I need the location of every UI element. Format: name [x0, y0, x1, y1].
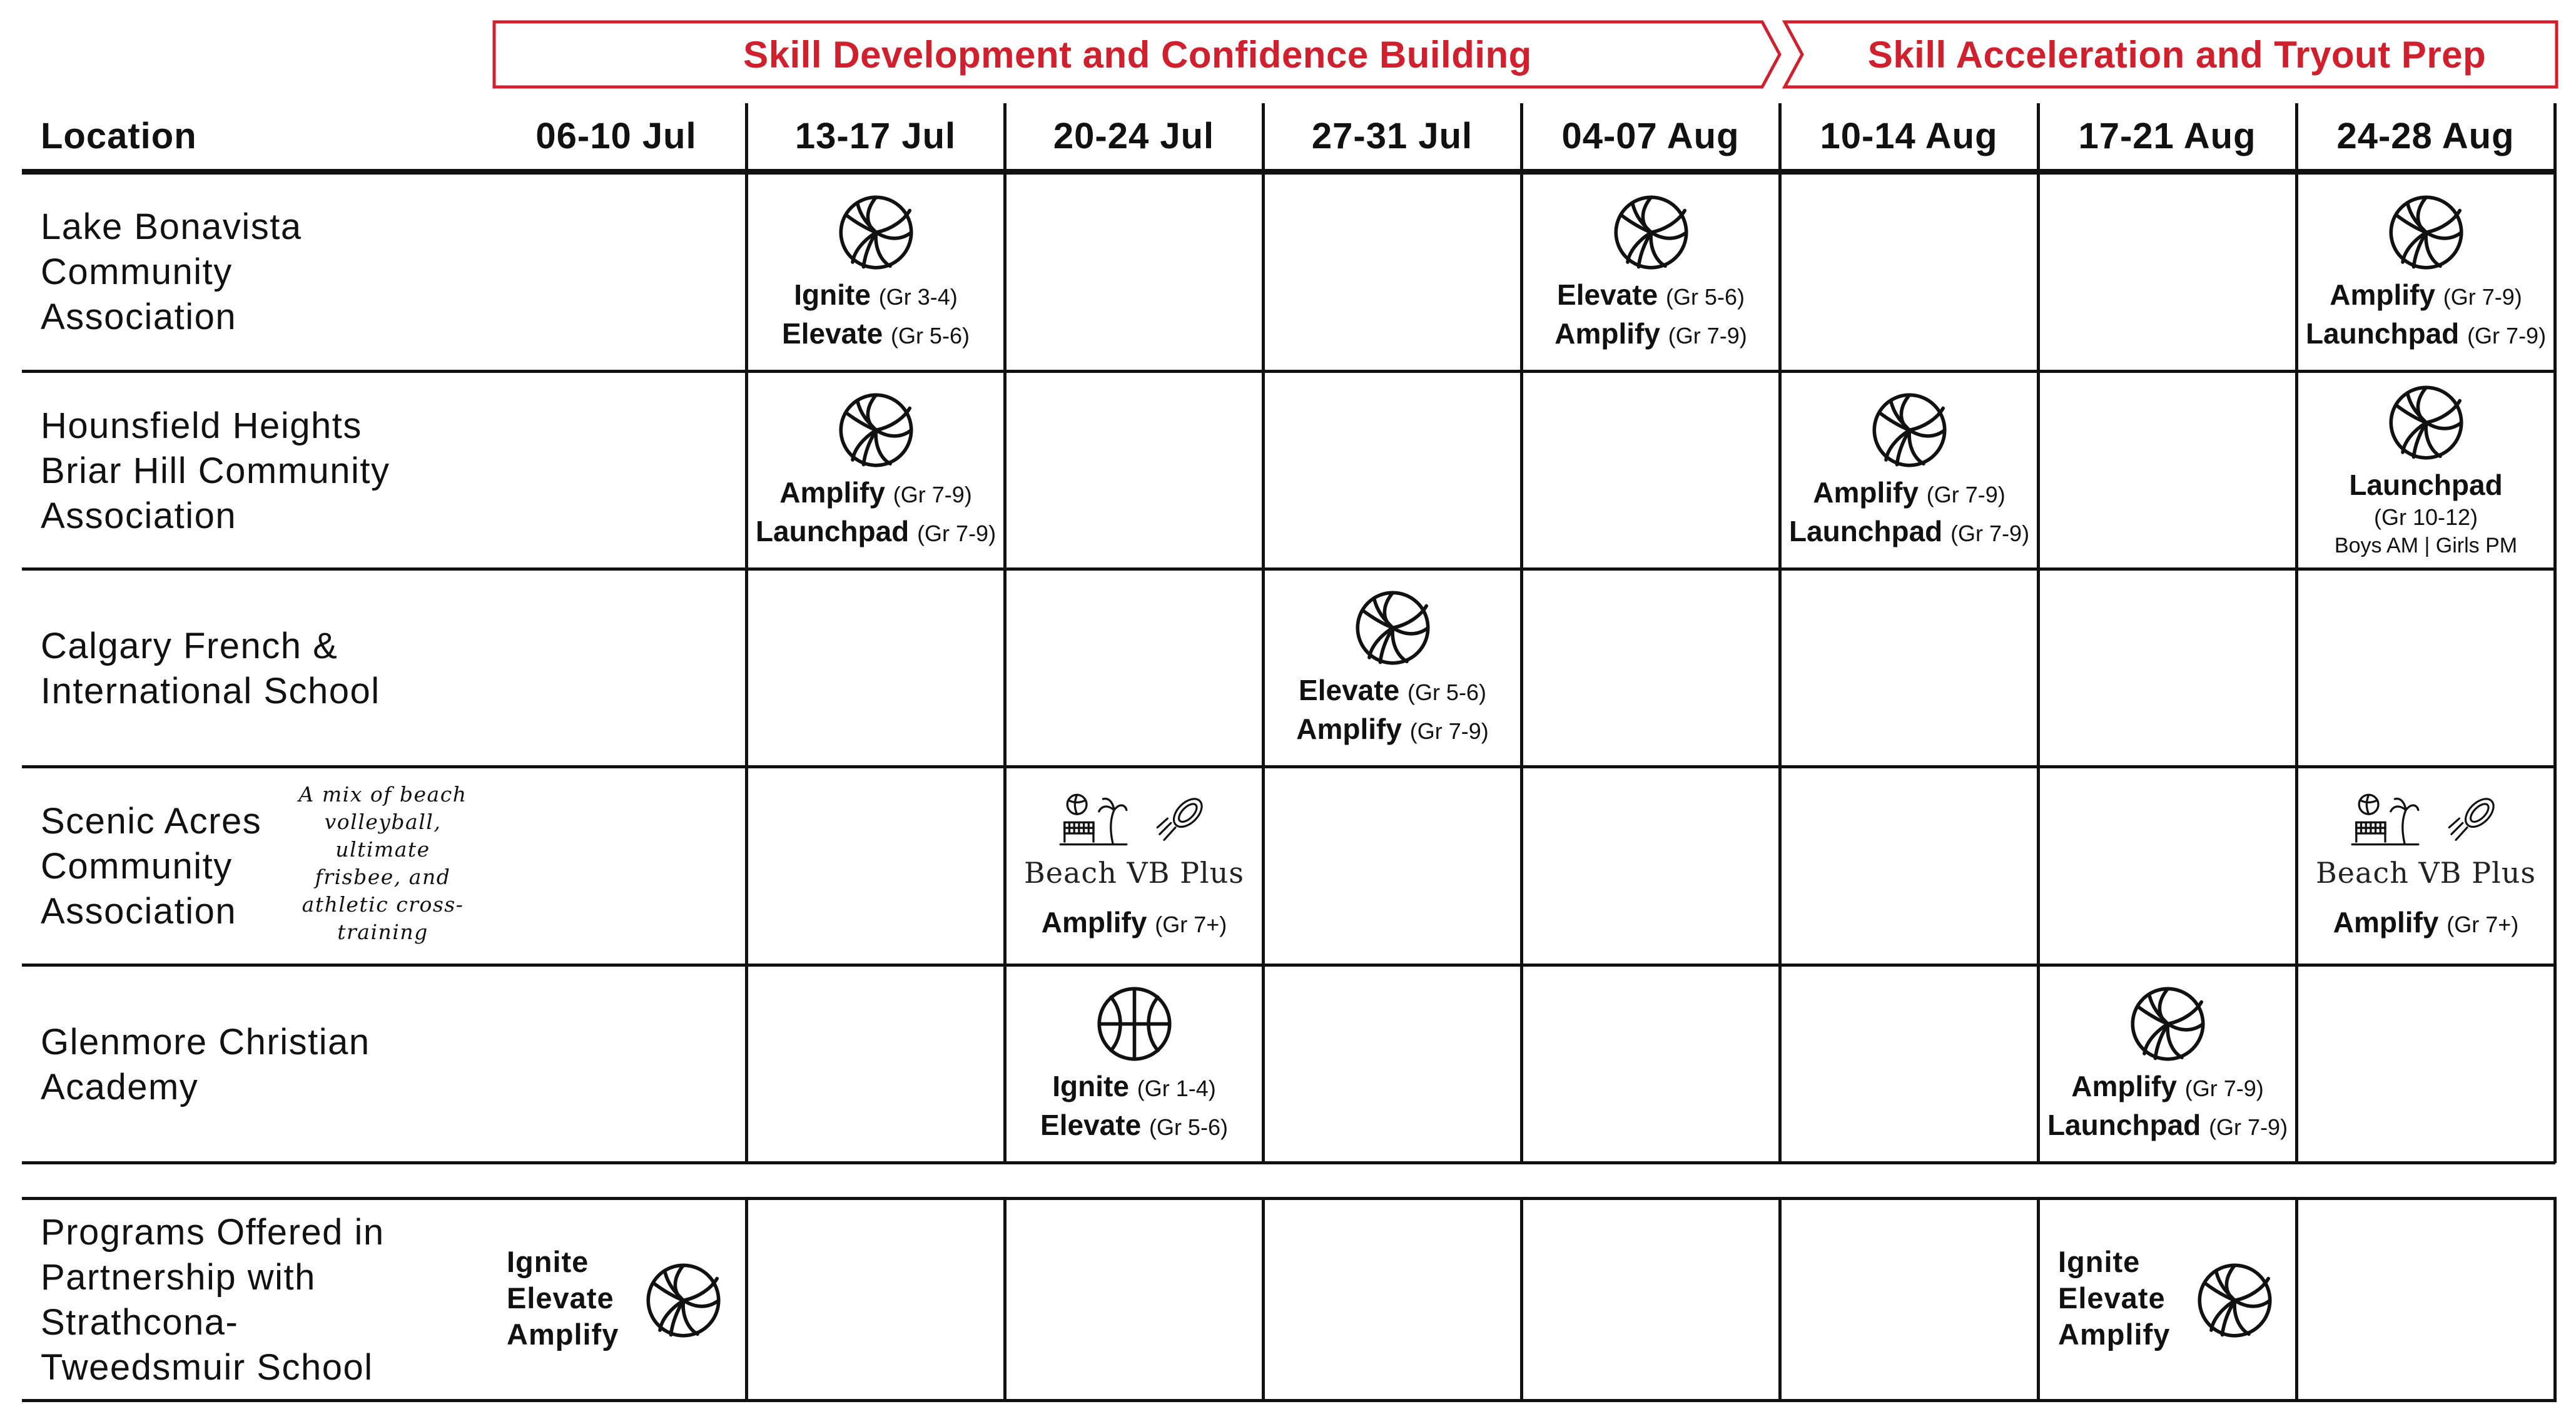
header-week-aug17: 17-21 Aug	[2078, 116, 2256, 156]
program-name: Amplify	[507, 1318, 619, 1351]
scenic-acres-note: A mix of beach volleyball, ultimate frisbee, and athletic cross-training	[298, 782, 467, 944]
program-name: Amplify	[1554, 317, 1660, 350]
camp-program-line	[2306, 315, 2546, 354]
volleyball-icon	[837, 391, 915, 469]
camp-program-line	[1789, 513, 2029, 552]
program-name: Ignite	[2058, 1245, 2141, 1278]
beach-program-name: Beach VB Plus	[1023, 855, 1244, 890]
camp-cell-lake-bonavista-jul13[interactable]	[748, 178, 1003, 370]
camp-program-line	[782, 315, 970, 354]
volleyball-icon	[2387, 384, 2465, 462]
camp-program-line	[1296, 711, 1488, 750]
program-name: Ignite	[507, 1245, 589, 1278]
program-name: Elevate	[1299, 674, 1400, 706]
row-divider	[22, 567, 2555, 571]
grade-range: (Gr 7-9)	[2467, 323, 2547, 348]
column-divider	[2553, 103, 2557, 1163]
location-partnership-strathcona: Programs Offered in Partnership with Strathcona- Tweedsmuir School	[41, 1211, 385, 1388]
grade-range: (Gr 7-9)	[1409, 718, 1489, 744]
program-name: Elevate	[507, 1281, 614, 1315]
program-name: Launchpad	[1788, 515, 1943, 547]
grade-range: (Gr 10-12)	[2373, 504, 2478, 530]
grade-range: (Gr 3-4)	[878, 284, 958, 310]
volleyball-icon	[2129, 985, 2207, 1063]
camp-cell-scenic-acres-aug24[interactable]	[2298, 771, 2553, 963]
beach-icons	[1059, 791, 1209, 848]
camp-cell-scenic-acres-jul20[interactable]	[1007, 771, 1262, 963]
program-name: Amplify	[779, 476, 885, 509]
phase-banner-development	[492, 20, 1783, 89]
frisbee-icon	[1153, 791, 1209, 848]
header-week-jul13: 13-17 Jul	[794, 116, 956, 156]
partner-programs-jul06[interactable]	[507, 1244, 619, 1353]
grade-range: (Gr 7-9)	[1926, 482, 2006, 507]
header-week-jul06: 06-10 Jul	[535, 116, 697, 156]
grade-range: (Gr 7-9)	[893, 482, 972, 507]
program-name: Amplify	[1041, 905, 1147, 939]
camp-program-line	[1040, 1107, 1228, 1146]
camp-program-line	[779, 474, 971, 513]
volleyball-icon	[1612, 193, 1690, 272]
camp-cell-lake-bonavista-aug04[interactable]	[1523, 178, 1778, 370]
camp-program-line	[1052, 1068, 1215, 1107]
program-name: Amplify	[2330, 278, 2435, 311]
program-name: Ignite	[1052, 1070, 1129, 1102]
header-location: Location	[41, 116, 197, 156]
header-week-aug04: 04-07 Aug	[1561, 116, 1740, 156]
grade-range: (Gr 5-6)	[1665, 284, 1745, 310]
grade-range: (Gr 7-9)	[2209, 1114, 2288, 1140]
volleyball-icon	[1870, 391, 1949, 469]
row-divider	[22, 1197, 2555, 1200]
camp-cell-hounsfield-aug24[interactable]	[2298, 375, 2553, 567]
beach-volleyball-icon	[2351, 791, 2420, 848]
program-name: Amplify	[2058, 1318, 2171, 1351]
program-name: Amplify	[2333, 905, 2439, 939]
camp-cell-hounsfield-aug10[interactable]	[1782, 375, 2037, 567]
program-name: Amplify	[1813, 476, 1919, 509]
partner-programs-aug17[interactable]	[2058, 1244, 2170, 1353]
camp-cell-calgary-french-jul27[interactable]	[1265, 573, 1520, 765]
frisbee-icon	[2445, 791, 2501, 848]
column-divider	[1520, 1197, 1523, 1402]
grade-range: (Gr 7-9)	[2184, 1076, 2264, 1101]
camp-program-line	[756, 513, 996, 552]
camp-program-line	[1557, 277, 1745, 315]
camp-program-line	[1299, 672, 1486, 711]
column-divider	[1003, 1197, 1007, 1402]
row-divider	[22, 964, 2555, 967]
camp-program-line	[1042, 904, 1227, 943]
grade-range: (Gr 7-9)	[2443, 284, 2522, 310]
column-divider	[1262, 1197, 1265, 1402]
program-name: Launchpad	[2349, 469, 2503, 501]
program-name: Elevate	[1557, 278, 1658, 311]
column-divider	[2295, 1197, 2298, 1402]
location-lake-bonavista: Lake Bonavista Community Association	[41, 206, 302, 337]
row-divider	[22, 1399, 2555, 1402]
grade-range: (Gr 5-6)	[1149, 1114, 1228, 1140]
volleyball-icon	[1354, 589, 1432, 667]
row-divider	[22, 1161, 2555, 1164]
session-split-note: Boys AM | Girls PM	[2334, 534, 2518, 557]
header-week-aug10: 10-14 Aug	[1820, 116, 1998, 156]
camp-cell-lake-bonavista-aug24[interactable]	[2298, 178, 2553, 370]
grade-range: (Gr 7-9)	[917, 521, 996, 546]
grade-range: (Gr 5-6)	[1407, 679, 1486, 705]
header-week-jul20: 20-24 Jul	[1053, 116, 1215, 156]
program-name: Elevate	[1040, 1109, 1142, 1141]
program-name: Ignite	[794, 278, 871, 311]
location-scenic-acres: Scenic Acres Community Association	[41, 800, 262, 932]
camp-program-line	[2349, 467, 2502, 503]
grade-range: (Gr 7-9)	[1668, 323, 1747, 348]
column-divider	[1778, 1197, 1782, 1402]
program-name: Elevate	[2058, 1281, 2166, 1315]
column-divider	[2553, 1197, 2557, 1402]
camp-program-line	[794, 277, 957, 315]
header-week-aug24: 24-28 Aug	[2336, 116, 2515, 156]
program-name: Launchpad	[755, 515, 910, 547]
grade-range: (Gr 5-6)	[890, 323, 970, 348]
column-divider	[2037, 1197, 2040, 1402]
program-name: Launchpad	[2305, 317, 2460, 350]
volleyball-icon	[2387, 193, 2465, 272]
basketball-icon	[1095, 985, 1174, 1063]
camp-cell-glenmore-jul20[interactable]	[1007, 969, 1262, 1161]
column-divider	[745, 1197, 748, 1402]
grade-range: (Gr 7-9)	[1950, 521, 2030, 546]
camp-cell-hounsfield-jul13[interactable]	[748, 375, 1003, 567]
camp-program-line	[2333, 904, 2518, 943]
camp-program-line	[2330, 277, 2522, 315]
beach-volleyball-icon	[1059, 791, 1128, 848]
program-name: Launchpad	[2047, 1109, 2201, 1141]
location-hounsfield-heights: Hounsfield Heights Briar Hill Community Association	[41, 405, 390, 536]
location-glenmore-christian: Glenmore Christian Academy	[41, 1021, 370, 1107]
camp-program-line	[2071, 1068, 2263, 1107]
grade-range: (Gr 7+)	[2447, 911, 2519, 937]
camp-cell-glenmore-aug17[interactable]	[2040, 969, 2295, 1161]
program-name: Amplify	[2071, 1070, 2177, 1102]
phase-label-acceleration: Skill Acceleration and Tryout Prep	[1867, 33, 2487, 76]
row-divider	[22, 765, 2555, 768]
program-name: Amplify	[1296, 713, 1402, 745]
camp-program-line	[1813, 474, 2005, 513]
volleyball-icon	[837, 193, 915, 272]
volleyball-icon	[644, 1261, 723, 1340]
phase-label-development: Skill Development and Confidence Building	[743, 33, 1532, 76]
row-divider	[22, 370, 2555, 373]
volleyball-icon	[2196, 1261, 2274, 1340]
column-divider	[1778, 103, 1782, 1163]
camp-program-line	[1554, 315, 1747, 354]
beach-program-name: Beach VB Plus	[2315, 855, 2536, 890]
header-rule	[22, 169, 2555, 175]
phase-banner-acceleration	[1783, 20, 2558, 89]
camp-program-line	[2047, 1107, 2288, 1146]
beach-icons	[2351, 791, 2501, 848]
grade-range: (Gr 1-4)	[1137, 1076, 1216, 1101]
location-calgary-french: Calgary French & International School	[41, 625, 380, 711]
grade-range: (Gr 7+)	[1155, 911, 1227, 937]
program-name: Elevate	[782, 317, 883, 350]
header-week-jul27: 27-31 Jul	[1311, 116, 1473, 156]
